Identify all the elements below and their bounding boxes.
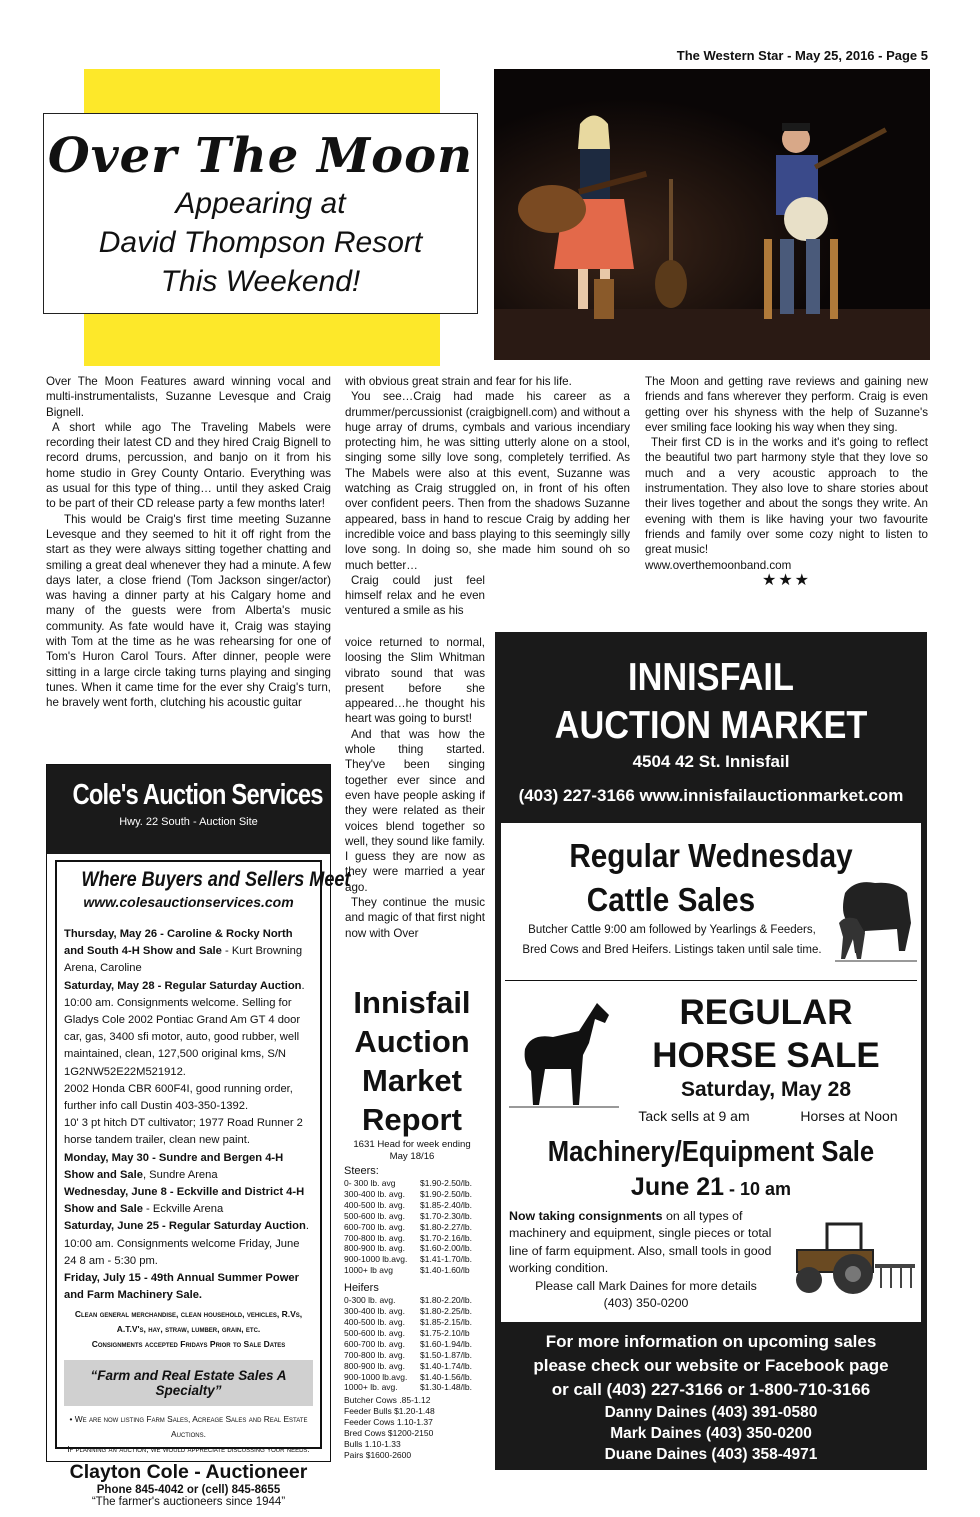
band-photo-illustration <box>494 69 930 360</box>
article-paragraph: Their first CD is in the works and it's going to reflect the beautiful two part harmony style that they love so much and a very acoustic approach to the instrumentation. They also love to share stories about their lives together and about the songs they write. An evening with them is like having your two favourite friends and family over some cozy night to listen to great music! <box>645 436 928 557</box>
horse-sale-date: Saturday, May 28 <box>680 1078 852 1101</box>
coles-location: Hwy. 22 South - Auction Site <box>119 816 258 828</box>
report-row: 800-900 lb. avg. $1.60-2.00/lb. <box>344 1243 472 1254</box>
coles-phone: Phone 845-4042 or (cell) 845-8655 <box>96 1484 281 1497</box>
coles-listing: Wednesday, June 8 - Eckville and District 4-H Show and Sale - Eckville Arena <box>64 1186 305 1216</box>
wednesday-title-1: Regular Wednesday <box>569 837 853 874</box>
coles-listing: Friday, July 15 - 49th Annual Summer Power and Farm Machinery Sale. <box>64 1272 300 1302</box>
report-other-row: Pairs $1600-2600 <box>344 1449 412 1460</box>
report-title: Innisfail Auction Market Report <box>353 985 471 1137</box>
feature-subtitle-line-2: David Thompson Resort <box>98 226 423 259</box>
innisfail-sales-panel <box>501 823 921 1322</box>
contact-name: Danny Daines (403) 391-0580 <box>604 1404 818 1421</box>
horse-sale-times: Tack sells at 9 am Horses at Noon <box>638 1108 898 1124</box>
heifers-label: Heifers <box>344 1282 379 1295</box>
report-other-row: Butcher Cows .85-1.12 <box>344 1395 431 1406</box>
coles-since: “The farmer's auctioneers since 1944” <box>91 1496 286 1509</box>
innisfail-auction-ad <box>495 632 927 1470</box>
coles-clean-line: Clean general merchandise, clean household, vehicles, R.Vs, A.T.V's, hay, straw, lumber, grain, etc. Consignments accepted Fridays Prior to Sale Dates <box>74 1309 303 1350</box>
feature-title-box <box>43 113 478 314</box>
report-row: 1000+ lb avg $1.40-1.60/lb <box>344 1265 470 1276</box>
innisfail-header <box>495 655 927 807</box>
end-stars: ★★★ <box>761 571 812 589</box>
article-paragraph: This would be Craig's first time meeting Suzanne Levesque and they seemed to hit it off right from the start as they were always sitting together chatting and smiling a great deal whenever they had a minute. A few days later, a close friend (Tom Jackson singer/actor) was having a dinner party at his Calgary home and many of the guests were from Alberta's music community. As fate would have it, Craig was staying with Tom at the time as he was rehearsing for one of Tom's Huron Carol Tours. After dinner, people were sitting in a large circle taking turns playing and singing tunes. When it came time for the ever shy Craig's turn, he bravely went forth, clutching his acoustic guitar <box>46 512 331 710</box>
report-row: 900-1000 lb.avg. $1.40-1.56/lb. <box>344 1371 472 1382</box>
article-paragraph: Craig could just feel himself relax and he even ventured a smile as his <box>345 573 485 618</box>
steers-rows <box>344 1178 484 1276</box>
coles-listing: 2002 Honda CBR 600F4I, good running order, further info call Dustin 403-350-1392. <box>64 1082 293 1113</box>
steers-label: Steers: <box>344 1165 379 1177</box>
article-column-3 <box>645 374 928 588</box>
coles-header <box>47 765 330 854</box>
report-week: 1631 Head for week ending May 18/16 <box>353 1139 471 1162</box>
coles-website: www.colesauctionservices.com <box>83 894 294 910</box>
innisfail-address: 4504 42 St. Innisfail <box>632 752 790 771</box>
article-paragraph: And that was how the whole thing started. They've been singing together ever since and even have people asking if they were related as their voices blend together so well, they sound like family. I guess they are now as they were married a year ago. <box>345 727 485 894</box>
feature-subtitle-line-3: This Weekend! <box>160 265 361 298</box>
report-other-row: Bulls 1.10-1.33 <box>344 1438 401 1449</box>
article-paragraph: You see…Craig had made his career as a drummer/percussionist (craigbignell.com) and without a huge array of drums, cymbals and various incendiary protecting him, he was sitting utterly alone on a stool, singing some silly love song, completely terrified. As The Mabels were also at this event, Suzanne was watching as Craig struggled on, in front of his often over confident peers. Then from the shadows Suzanne appeared, bass in hand to rescue Craig by adding her incredible voice and bass playing to this seemingly silly love song. In doing so, she made him sound oh so much better… <box>345 390 630 572</box>
report-row: 400-500 lb. avg. $1.85-2.15/lb. <box>344 1316 472 1327</box>
feature-subtitle-line-1: Appearing at <box>175 187 346 220</box>
horse-sale-title: REGULAR HORSE SALE <box>652 993 880 1075</box>
wednesday-details: Butcher Cattle 9:00 am followed by Yearlings & Feeders, Bred Cows and Bred Heifers. Listings taken until sale time. <box>522 924 822 956</box>
contact-name: Mark Daines (403) 350-0200 <box>610 1425 812 1442</box>
coles-listing: Monday, May 30 - Sundre and Bergen 4-H Show and Sale, Sundre Arena <box>64 1151 284 1181</box>
coles-listing: Saturday, June 25 - Regular Saturday Auction. 10:00 am. Consignments welcome Friday, June 24 8 am - 5:30 pm. <box>64 1220 309 1267</box>
report-other-row: Bred Cows $1200-2150 <box>344 1428 434 1439</box>
machinery-details: Now taking consignments on all types of machinery and equipment, single pieces or total line of farm equipment. Also, small tools in good working condition. Please call Mark Daines for more details (403) 350-0200 <box>509 1209 772 1311</box>
innisfail-title-1: INNISFAIL <box>628 656 794 699</box>
report-row: 500-600 lb. avg. $1.75-2.10/lb <box>344 1327 470 1338</box>
report-row: 600-700 lb. avg. $1.80-2.27/lb. <box>344 1221 472 1232</box>
coles-listing: Saturday, May 28 - Regular Saturday Auction. 10:00 am. Consignments welcome. Selling for Gladys Cole 2002 Pontiac Grand Am GT 4 door car, gas, 3400 sfi motor, auto, good rubber, well maintained, clean, 127,500 original kms, S/N 1G2NW52E22M521912. <box>64 979 305 1078</box>
machinery-title: Machinery/Equipment Sale <box>547 1136 875 1168</box>
machinery-date: June 21 - 10 am <box>630 1173 792 1201</box>
article-column-1 <box>46 374 331 711</box>
report-row: 700-800 lb. avg. $1.50-1.87/lb. <box>344 1349 472 1360</box>
coles-auction-ad <box>46 764 351 1509</box>
coles-auctioneer: Clayton Cole - Auctioneer <box>69 1461 308 1484</box>
article-paragraph: with obvious great strain and fear for his life. <box>345 375 572 388</box>
article-column-2-narrow <box>345 635 485 941</box>
report-other-row: Feeder Bulls $1.20-1.48 <box>344 1406 435 1417</box>
report-row: 1000+ lb. avg. $1.30-1.48/lb. <box>344 1382 472 1393</box>
tractor-illustration <box>787 1218 917 1298</box>
report-row: 400-500 lb. avg. $1.85-2.40/lb. <box>344 1199 472 1210</box>
coles-specialty-banner: “Farm and Real Estate Sales A Specialty” <box>64 1360 313 1406</box>
report-row: 700-800 lb. avg. $1.70-2.16/lb. <box>344 1232 472 1243</box>
coles-slogan: Where Buyers and Sellers Meet <box>81 868 351 891</box>
report-row: 500-600 lb. avg. $1.70-2.30/lb. <box>344 1210 472 1221</box>
contact-name: Duane Daines (403) 358-4971 <box>604 1446 818 1463</box>
report-other-row: Feeder Cows 1.10-1.37 <box>344 1417 433 1428</box>
coles-listing: 10' 3 pt hitch DT cultivator; 1977 Road Runner 2 horse tandem trailer, clean new paint. <box>64 1117 303 1147</box>
heifers-rows <box>344 1295 484 1393</box>
other-rows <box>344 1395 484 1460</box>
report-row: 600-700 lb. avg. $1.60-1.94/lb. <box>344 1338 472 1349</box>
report-row: 300-400 lb. avg. $1.90-2.50/lb. <box>344 1188 472 1199</box>
wednesday-title-2: Cattle Sales <box>586 881 756 918</box>
coles-note: • We are now listing Farm Sales, Acreage Sales and Real Estate Auctions. If planning an auction, we would appreciate discussing your needs. <box>67 1414 310 1455</box>
report-row: 0- 300 lb. avg $1.90-2.50/lb. <box>344 1178 472 1188</box>
article-website: www.overthemoonband.com <box>645 558 792 572</box>
report-row: 300-400 lb. avg. $1.80-2.25/lb. <box>344 1306 472 1317</box>
report-row: 900-1000 lb.avg. $1.41-1.70/lb. <box>344 1254 472 1265</box>
page-folio: The Western Star - May 25, 2016 - Page 5 <box>676 48 928 63</box>
feature-title: Over The Moon <box>47 128 474 184</box>
cattle-illustration <box>835 873 917 963</box>
report-table <box>344 1165 484 1461</box>
article-paragraph: Over The Moon Features award winning vocal and multi-instrumentalists, Suzanne Levesque and Craig Bignell. <box>46 375 331 419</box>
section-divider <box>505 980 917 981</box>
coles-body <box>55 860 351 1509</box>
band-photo <box>494 69 930 360</box>
innisfail-title-2: AUCTION MARKET <box>554 704 868 747</box>
innisfail-footer: For more information on upcoming sales please check our website or Facebook page or call (403) 227-3166 or 1-800-710-3166 Danny Daines (403) 391-0580 Mark Daines (403) 350-0200 Duane Daines (403) 358-4971 <box>495 1330 927 1465</box>
article-paragraph: They continue the music and magic of that first night now with Over <box>345 896 485 940</box>
report-row: 800-900 lb. avg. $1.40-1.74/lb. <box>344 1360 472 1371</box>
article-paragraph: The Moon and getting rave reviews and gaining new friends and fans wherever they perform. Craig is even getting over his shyness with the help of Suzanne's ever smiling face looking his way when they sing. <box>645 375 928 434</box>
horse-illustration <box>509 993 619 1113</box>
article-paragraph: A short while ago The Traveling Mabels were recording their latest CD and they hired Craig Bignell to record drums, percussion, and banjo on it from his home studio in Grey County Ontario. Everything was as usual for this type of thing… until they asked Craig to be part of their CD release party a few months later! <box>46 420 331 511</box>
innisfail-contact: (403) 227-3166 www.innisfailauctionmarket.com <box>518 786 904 805</box>
article-paragraph: voice returned to normal, loosing the Slim Whitman vibrato sound that was present before she appeared…he thought his heart was going to burst! <box>345 636 485 726</box>
coles-title: Cole's Auction Services <box>72 779 323 811</box>
article-column-2 <box>345 374 630 619</box>
coles-listing: Thursday, May 26 - Caroline & Rocky North and South 4-H Show and Sale - Kurt Browning Arena, Caroline <box>64 928 303 975</box>
report-row: 0-300 lb. avg. $1.80-2.20/lb. <box>344 1295 472 1306</box>
